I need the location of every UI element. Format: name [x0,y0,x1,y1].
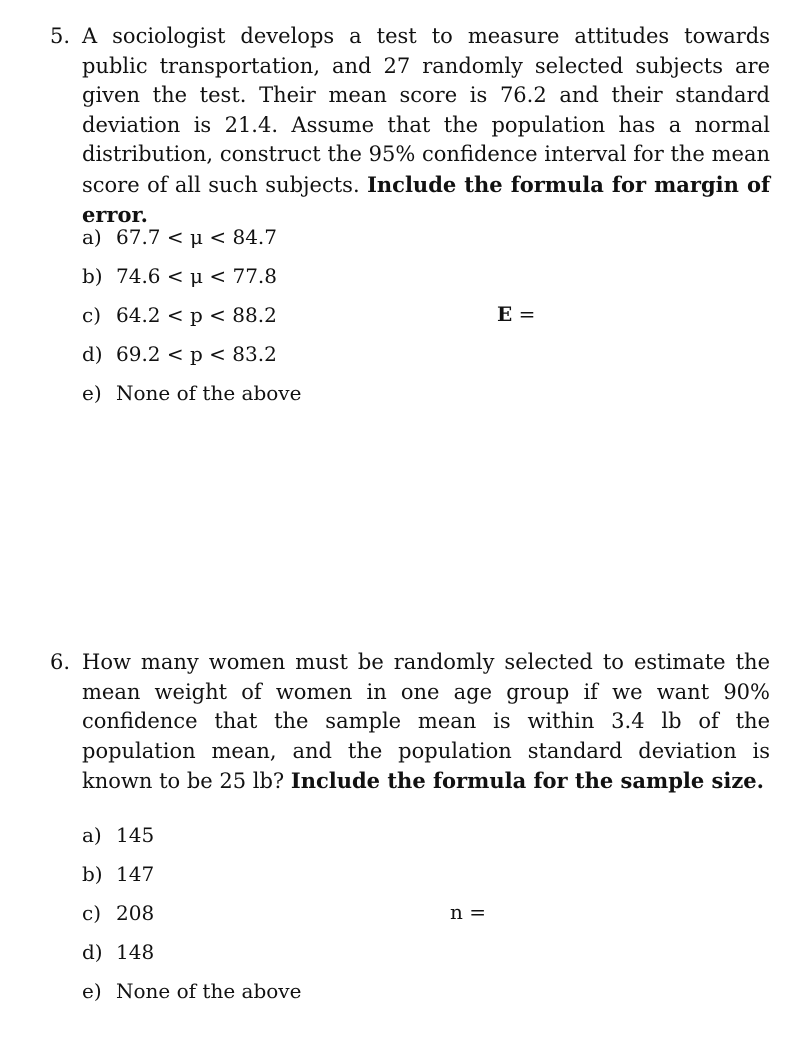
choice-c[interactable] [82,296,301,335]
choice-letter: b) [82,264,103,288]
question-body [82,648,770,797]
choice-letter: d) [82,342,103,366]
choice-a[interactable] [82,816,301,855]
choice-b[interactable] [82,257,301,296]
question-instruction: Include the formula for margin of error. [82,171,771,227]
choice-text: 145 [116,823,155,847]
question-stem: A sociologist develops a test to measure attitudes towards public transportation, and 27 randomly selected subjects are given the test. Their mean score is 76.2 and their standard deviation is 21.4. Assume that the population has a normal distribution, construct the 95% confidence interval for the mean score of all such subjects. [82,24,770,197]
choice-text: None of the above [116,381,302,405]
choice-letter: a) [82,225,102,249]
choice-text: 67.7 < μ < 84.7 [116,225,278,249]
choice-letter: d) [82,940,103,964]
choice-text: 147 [116,862,155,886]
choice-c[interactable] [82,894,301,933]
choice-text: 69.2 < p < 83.2 [116,342,277,366]
choice-a[interactable] [82,218,301,257]
choice-e[interactable] [82,972,301,1011]
answer-variable: E [497,302,513,326]
choices-list [82,816,301,1011]
choice-letter: b) [82,862,103,886]
question-stem: How many women must be randomly selected to estimate the mean weight of women in one age group if we want 90% confidence that the sample mean is within 3.4 lb of the population mean, and the population standard deviation is known to be 25 lb? [82,650,770,793]
question-body [82,22,770,231]
choice-d[interactable] [82,933,301,972]
choice-text: 148 [116,940,155,964]
choice-letter: e) [82,381,102,405]
choice-letter: a) [82,823,102,847]
choice-letter: c) [82,901,102,925]
choice-letter: c) [82,303,102,327]
choice-b[interactable] [82,855,301,894]
answer-variable: n [450,900,463,924]
answer-equals: = [462,900,487,924]
question-instruction: Include the formula for the sample size. [290,768,764,793]
choice-text: 64.2 < p < 88.2 [116,303,277,327]
question-5 [50,22,770,231]
choice-d[interactable] [82,335,301,374]
question-number: 6. [50,650,71,674]
choice-e[interactable] [82,374,301,413]
choice-letter: e) [82,979,102,1003]
sample-size-answer [450,900,486,924]
choices-list [82,218,301,413]
margin-of-error-answer [497,302,535,326]
answer-equals: = [512,302,536,326]
question-6 [50,648,770,797]
choice-text: 208 [116,901,155,925]
question-number: 5. [50,24,71,48]
choice-text: 74.6 < μ < 77.8 [116,264,278,288]
choice-text: None of the above [116,979,302,1003]
